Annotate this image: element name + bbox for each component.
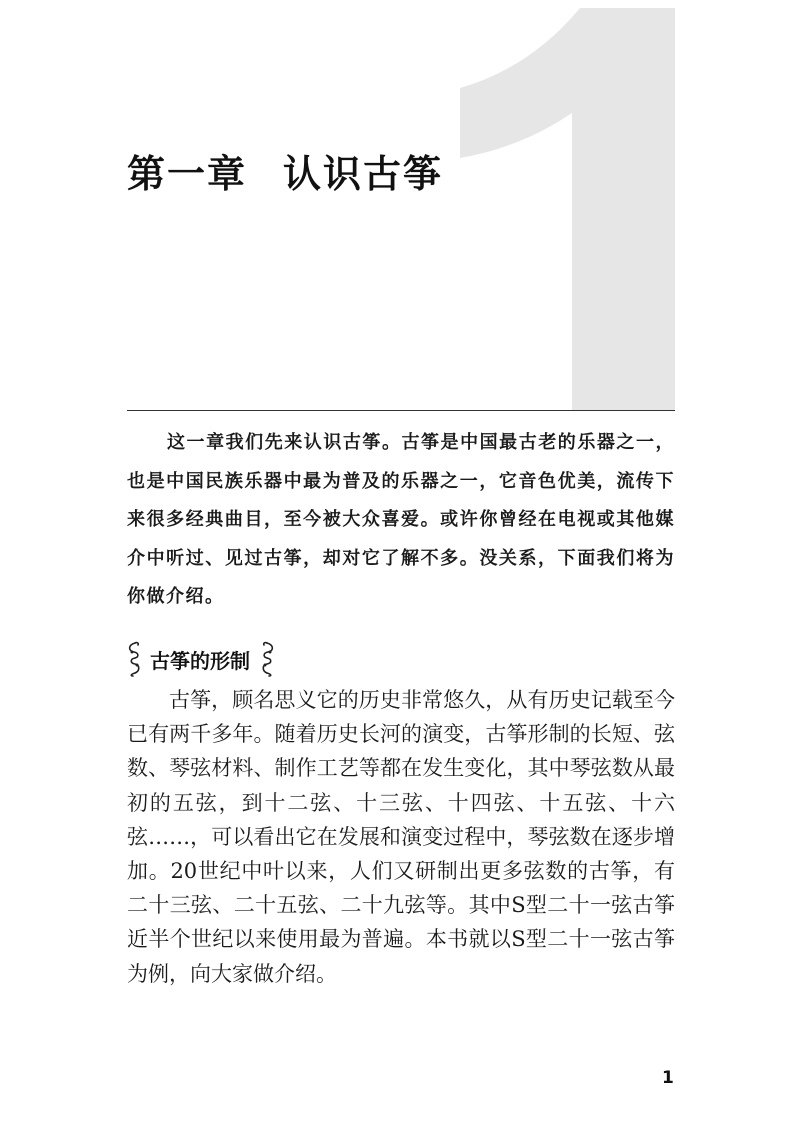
section-heading-label: 古筝的形制 [150, 648, 250, 673]
chapter-big-numeral [460, 8, 675, 410]
chapter-title-text: 认识古筝 [283, 152, 444, 196]
chapter-number-label: 第一章 [127, 152, 248, 196]
section-body-paragraph: 古筝，顾名思义它的历史非常悠久，从有历史记载至今已有两千多年。随着历史长河的演变，古筝形制的长短、弦数、琴弦材料、制作工艺等都在发生变化，其中琴弦数从最初的五弦，到十二弦、十三弦、十四弦、十五弦、十六弦……，可以看出它在发展和演变过程中，琴弦数在逐步增加。20世纪中叶以来，人们又研制出更多弦数的古筝，有二十三弦、二十五弦、二十九弦等。其中S型二十一弦古筝近半个世纪以来使用最为普遍。本书就以S型二十一弦古筝为例，向大家做介绍。 [127, 688, 675, 986]
section-heading [124, 640, 278, 678]
chapter-title [127, 143, 443, 198]
scroll-ornament-icon [124, 641, 146, 677]
scroll-ornament-icon [256, 641, 278, 677]
intro-paragraph: 这一章我们先来认识古筝。古筝是中国最古老的乐器之一，也是中国民族乐器中最为普及的乐器之一，它音色优美，流传下来很多经典曲目，至今被大众喜爱。或许你曾经在电视或其他媒介中听过、见过古筝，却对它了解不多。没关系，下面我们将为你做介绍。 [127, 432, 675, 607]
chapter-divider [127, 410, 675, 411]
page-number: 1 [662, 1068, 674, 1088]
